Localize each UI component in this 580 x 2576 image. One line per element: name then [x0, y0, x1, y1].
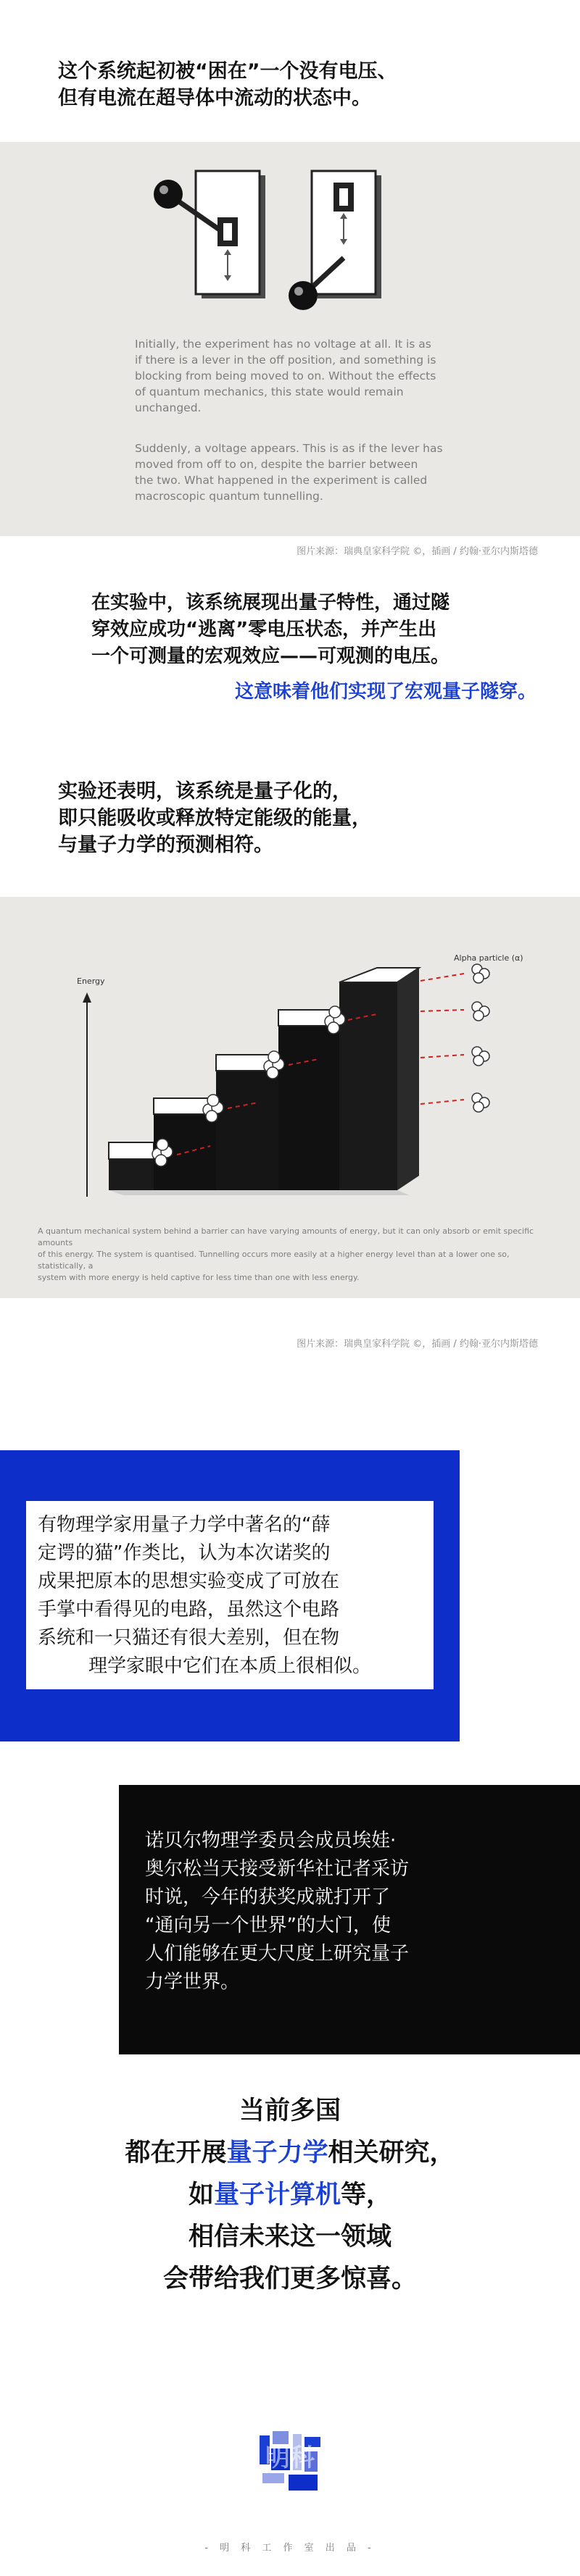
- caption-line: if there is a lever in the off position, and something is: [135, 354, 436, 367]
- footer-dash-right: -: [368, 2543, 376, 2554]
- section2-line-1: 在实验中，该系统展现出量子特性，通过隧: [91, 592, 450, 614]
- section3-paragraph: [58, 778, 522, 858]
- caption-line: moved from off to on, despite the barrier between: [135, 458, 418, 471]
- blue-quote-line: 理学家眼中它们在本质上很相似。: [88, 1655, 371, 1677]
- lever-panel-off: [154, 171, 265, 298]
- closing-text: 如: [188, 2180, 214, 2209]
- blue-quote-line: 定谔的猫”作类比，认为本次诺奖的: [38, 1542, 331, 1564]
- closing-line-4: 相信未来这一领域: [188, 2222, 392, 2251]
- black-quote-line: 诺贝尔物理学委员会成员埃娃·: [145, 1830, 397, 1852]
- figure-energy-stairs: [0, 897, 580, 1298]
- section3-line-1: 实验还表明，该系统是量子化的，: [58, 780, 352, 803]
- caption-line: of this energy. The system is quantised. Tunnelling occurs more easily at a higher energy level than at a lower one so, statistically, a: [38, 1250, 510, 1271]
- closing-line-2: [0, 2132, 580, 2174]
- caption-line: blocking from being moved to on. Without the effects: [135, 369, 436, 382]
- section3-line-3: 与量子力学的预测相符。: [58, 834, 273, 856]
- footer-studio-label: 明 科 工 作 室 出 品: [220, 2543, 360, 2554]
- section2-paragraph: [91, 590, 555, 706]
- figure-lever-caption-2: [135, 440, 468, 504]
- blue-quote-inner: [26, 1501, 434, 1689]
- caption-line: the two. What happened in the experiment is called: [135, 474, 428, 487]
- section2-highlight: 这意味着他们实现了宏观量子隧穿。: [234, 681, 536, 703]
- closing-line-3: [0, 2174, 580, 2216]
- section2-line-2: 穿效应成功“逃离”零电压状态，并产生出: [91, 619, 437, 640]
- section2-line-3: 一个可测量的宏观效应——可观测的电压。: [91, 645, 450, 667]
- studio-logo-graphic: [255, 2430, 325, 2499]
- caption-line: Initially, the experiment has no voltage at all. It is as: [135, 338, 431, 351]
- blue-quote-line: 有物理学家用量子力学中著名的“薛: [38, 1514, 331, 1536]
- lever-panel-on: [289, 171, 381, 310]
- caption-line: Suddenly, a voltage appears. This is as if the lever has: [135, 442, 443, 455]
- studio-logo-text: 明科: [265, 2443, 315, 2472]
- alpha-particle-label: Alpha particle (α): [454, 953, 523, 963]
- closing-highlight: 量子力学: [226, 2138, 328, 2167]
- footer-dash-left: -: [204, 2543, 220, 2554]
- figure-stairs-credit: 图片来源：瑞典皇家科学院 ©，插画 / 约翰·亚尔内斯塔德: [297, 1339, 538, 1350]
- figure-stairs-caption: [38, 1226, 560, 1284]
- caption-line: unchanged.: [135, 401, 202, 414]
- black-quote-inner: [145, 1827, 508, 2012]
- figure-lever: [0, 142, 580, 536]
- energy-axis-label: Energy: [77, 977, 105, 986]
- intro-paragraph: [58, 58, 508, 112]
- blue-quote-line: 成果把原本的思想实验变成了可放在: [38, 1571, 340, 1592]
- closing-highlight: 量子计算机: [213, 2180, 341, 2209]
- closing-line-1: 当前多国: [239, 2096, 341, 2125]
- intro-line-1: 这个系统起初被“困在”一个没有电压、: [58, 60, 397, 83]
- lever-illustration: [0, 142, 580, 359]
- black-quote-box: [119, 1785, 580, 2054]
- closing-text: 相关研究，: [328, 2138, 455, 2167]
- closing-line-5: 会带给我们更多惊喜。: [162, 2265, 417, 2293]
- caption-line: system with more energy is held captive for less time than one with less energy.: [38, 1273, 360, 1282]
- black-quote-line: 人们能够在更大尺度上研究量子: [145, 1943, 410, 1965]
- alpha-particles: [472, 964, 489, 1112]
- black-quote-line: 奥尔松当天接受新华社记者采访: [145, 1858, 410, 1880]
- black-quote-line: 力学世界。: [145, 1971, 240, 1993]
- black-quote-line: “通向另一个世界”的大门，使: [145, 1915, 391, 1936]
- blue-quote-line: 系统和一只猫还有很大差别，但在物: [38, 1627, 340, 1649]
- closing-statement: [0, 2090, 580, 2300]
- section3-line-2: 即只能吸收或释放特定能级的能量，: [58, 807, 371, 829]
- blue-quote-line: 手掌中看得见的电路，虽然这个电路: [38, 1599, 340, 1621]
- figure-lever-credit: 图片来源：瑞典皇家科学院 ©，插画 / 约翰·亚尔内斯塔德: [297, 546, 538, 557]
- caption-line: macroscopic quantum tunnelling.: [135, 490, 323, 503]
- caption-line: of quantum mechanics, this state would remain: [135, 385, 404, 398]
- caption-line: A quantum mechanical system behind a barrier can have varying amounts of energy, but it can only absorb or emit specific amounts: [38, 1226, 534, 1247]
- figure-lever-caption-1: [135, 336, 468, 416]
- studio-logo: [255, 2430, 325, 2499]
- blue-quote-box: [0, 1450, 460, 1741]
- closing-text: 等，: [341, 2180, 392, 2209]
- black-quote-line: 时说，今年的获奖成就打开了: [145, 1886, 391, 1908]
- closing-text: 都在开展: [125, 2138, 227, 2167]
- intro-line-2: 但有电流在超导体中流动的状态中。: [58, 87, 371, 109]
- studio-footer: [0, 2540, 580, 2554]
